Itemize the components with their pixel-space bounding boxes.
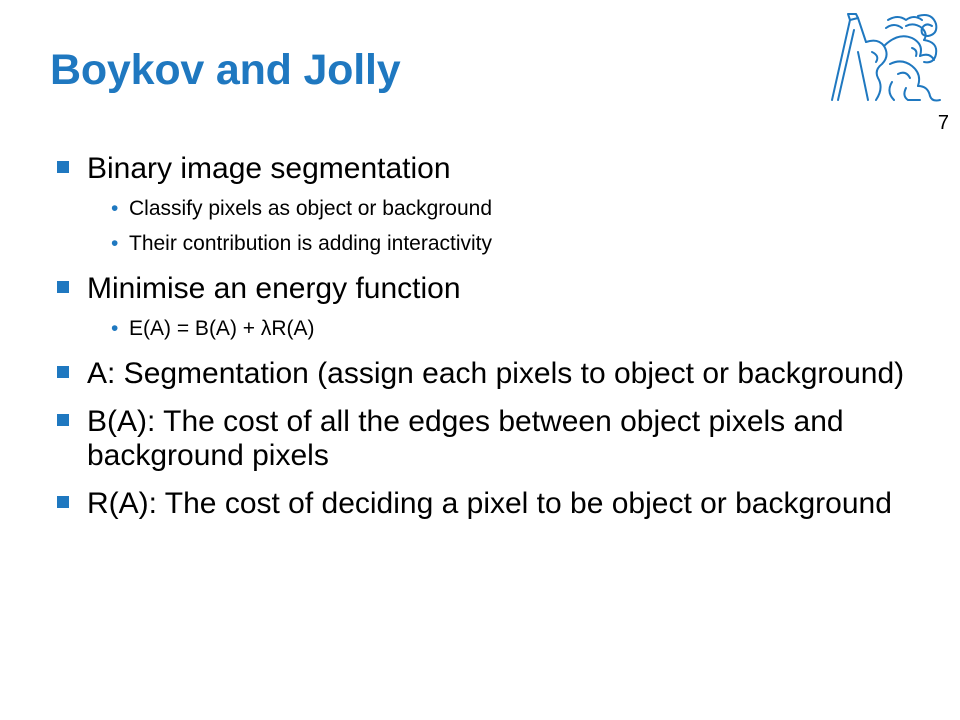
bullet-minimise-energy [52, 272, 912, 306]
bullet-r-definition [52, 487, 912, 521]
sub-bullet-text: E(A) = B(A) + λR(A) [129, 317, 315, 340]
slide-title: Boykov and Jolly [50, 46, 401, 94]
bullet-binary-image-segmentation [52, 152, 912, 186]
dot-bullet-icon: • [111, 197, 119, 220]
square-bullet-icon [57, 496, 69, 508]
university-logo-icon [828, 12, 946, 104]
square-bullet-icon [57, 161, 69, 173]
bullet-text: Binary image segmentation [87, 152, 451, 185]
bullet-b-definition [52, 405, 912, 473]
sub-bullet [52, 196, 912, 221]
page-number: 7 [937, 112, 949, 134]
bullet-text: A: Segmentation (assign each pixels to object or background) [87, 357, 905, 390]
square-bullet-icon [57, 281, 69, 293]
bullet-text: R(A): The cost of deciding a pixel to be object or background [87, 487, 892, 520]
sub-bullet-text: Their contribution is adding interactivity [129, 232, 493, 255]
sub-bullet [52, 231, 912, 256]
bullet-a-definition [52, 357, 912, 391]
bullet-text: Minimise an energy function [87, 272, 461, 305]
square-bullet-icon [57, 366, 69, 378]
slide-body [52, 152, 912, 535]
dot-bullet-icon: • [111, 317, 119, 340]
dot-bullet-icon: • [111, 232, 119, 255]
square-bullet-icon [57, 414, 69, 426]
sub-bullet [52, 316, 912, 341]
bullet-text: B(A): The cost of all the edges between object pixels and background pixels [87, 405, 844, 472]
sub-bullet-text: Classify pixels as object or background [129, 197, 493, 220]
